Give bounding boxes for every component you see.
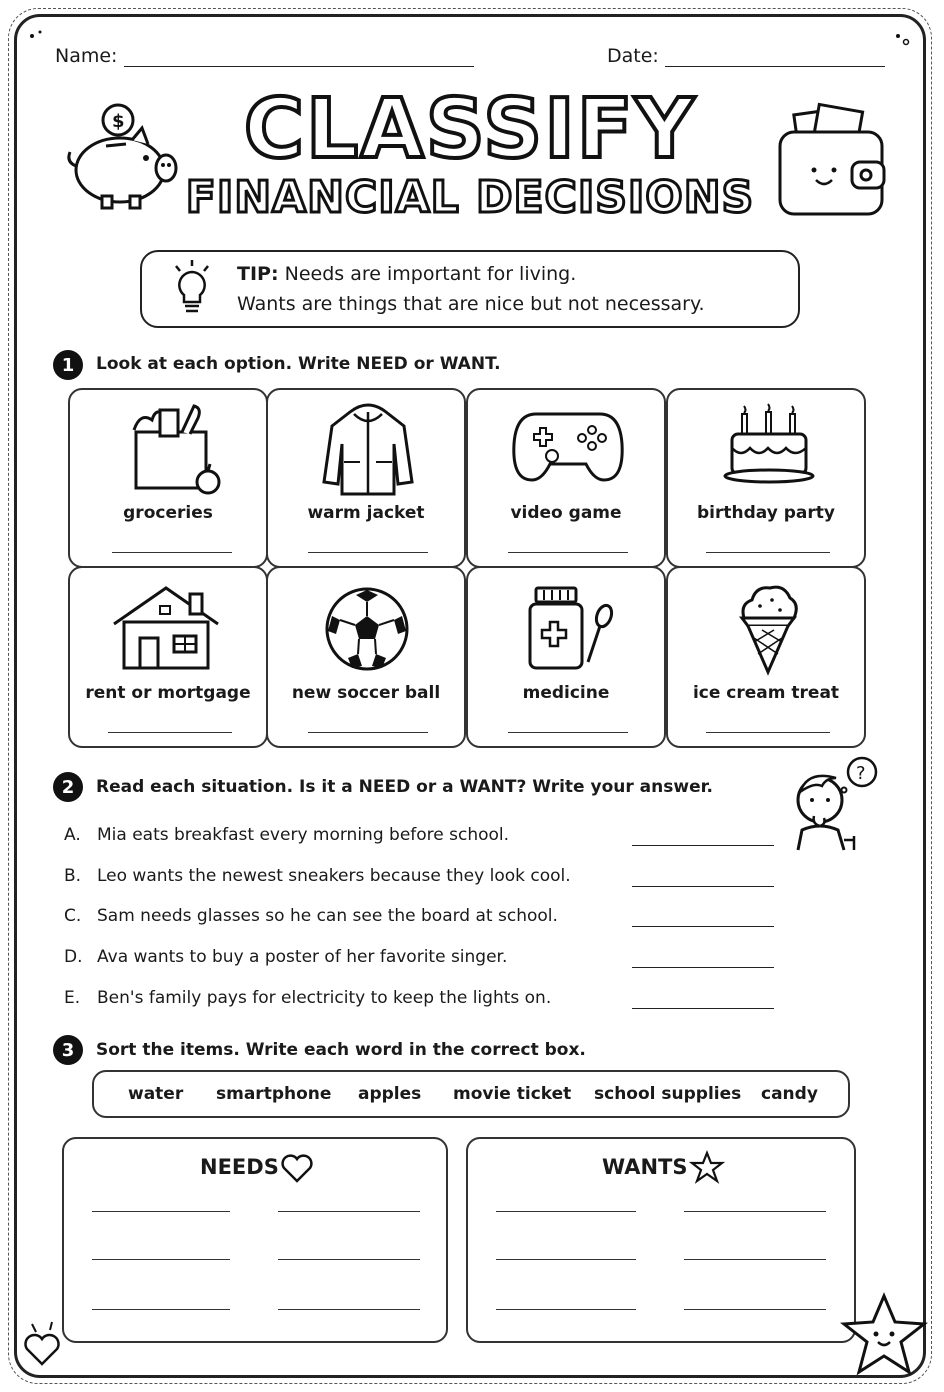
- answer-line-video-game[interactable]: [508, 552, 628, 553]
- wants-answer-line[interactable]: [496, 1211, 636, 1212]
- situation-answer-line-d[interactable]: [632, 967, 774, 968]
- needs-answer-line[interactable]: [278, 1259, 420, 1260]
- piggy-bank-icon: [62, 100, 182, 210]
- wants-answer-line[interactable]: [684, 1259, 826, 1260]
- item-label: video game: [510, 503, 622, 523]
- situation-answer-line-b[interactable]: [632, 886, 774, 887]
- wants-title: WANTS: [602, 1155, 688, 1179]
- wallet-icon: [776, 104, 888, 216]
- item-label: rent or mortgage: [85, 683, 251, 703]
- birthday-cake-icon: [724, 404, 814, 484]
- wants-answer-line[interactable]: [496, 1259, 636, 1260]
- lightbulb-icon: [170, 258, 214, 318]
- section1-number: 1: [53, 350, 83, 380]
- needs-title: NEEDS: [200, 1155, 279, 1179]
- section2-instruction: Read each situation. Is it a NEED or a WANT? Write your answer.: [96, 777, 714, 797]
- item-label: ice cream treat: [692, 683, 840, 703]
- situation-letter: B.: [64, 866, 82, 886]
- answer-line-medicine[interactable]: [508, 732, 628, 733]
- svg-text:$: $: [112, 111, 125, 132]
- item-card-medicine: [466, 566, 666, 748]
- situation-letter: E.: [64, 988, 81, 1008]
- item-card-birthday-party: [666, 388, 866, 568]
- item-label: new soccer ball: [291, 683, 441, 703]
- situation-letter: C.: [64, 906, 82, 926]
- title-line1: CLASSIFY: [243, 82, 697, 177]
- situation-text: Sam needs glasses so he can see the board at school.: [97, 906, 558, 926]
- jacket-icon: [320, 402, 416, 494]
- situation-answer-line-a[interactable]: [632, 845, 774, 846]
- situation-text: Ava wants to buy a poster of her favorite singer.: [97, 947, 508, 967]
- situation-letter: D.: [64, 947, 83, 967]
- needs-box: [62, 1137, 448, 1343]
- answer-line-birthday-party[interactable]: [706, 552, 830, 553]
- section3-number: 3: [53, 1035, 83, 1065]
- tip-label: TIP:: [237, 263, 279, 285]
- situation-text: Mia eats breakfast every morning before school.: [97, 825, 510, 845]
- name-label: Name:: [55, 45, 118, 67]
- situation-text: Leo wants the newest sneakers because they look cool.: [97, 866, 571, 886]
- star-icon: [690, 1151, 724, 1183]
- grocery-bag-icon: [126, 402, 226, 492]
- wants-box: [466, 1137, 856, 1343]
- section1-instruction: Look at each option. Write NEED or WANT.: [96, 354, 501, 374]
- item-label: groceries: [123, 503, 213, 523]
- section3-instruction: Sort the items. Write each word in the correct box.: [96, 1040, 586, 1060]
- needs-answer-line[interactable]: [92, 1211, 230, 1212]
- heart-icon: [280, 1153, 314, 1183]
- needs-answer-line[interactable]: [278, 1309, 420, 1310]
- item-label: medicine: [522, 683, 610, 703]
- thinking-bubble-text: ?: [856, 763, 866, 784]
- thinking-kid-icon: [792, 756, 882, 856]
- situation-letter: A.: [64, 825, 81, 845]
- item-card-warm-jacket: [266, 388, 466, 568]
- medicine-bottle-icon: [526, 586, 616, 672]
- answer-line-new-soccer-ball[interactable]: [308, 732, 428, 733]
- game-controller-icon: [512, 408, 624, 488]
- answer-line-warm-jacket[interactable]: [308, 552, 428, 553]
- answer-line-rent-or-mortgage[interactable]: [108, 732, 232, 733]
- house-icon: [110, 584, 220, 672]
- section2-number: 2: [53, 772, 83, 802]
- name-field[interactable]: [124, 66, 474, 67]
- corner-sparkle-icon: [890, 30, 912, 52]
- situation-answer-line-e[interactable]: [632, 1008, 774, 1009]
- item-label: warm jacket: [307, 503, 425, 523]
- tip-line2: Wants are things that are nice but not necessary.: [237, 293, 705, 315]
- wants-answer-line[interactable]: [684, 1211, 826, 1212]
- wants-answer-line[interactable]: [684, 1309, 826, 1310]
- word-bank-item: school supplies: [594, 1084, 742, 1104]
- word-bank-item: smartphone: [216, 1084, 332, 1104]
- needs-answer-line[interactable]: [92, 1259, 230, 1260]
- date-label: Date:: [607, 45, 659, 67]
- item-label: birthday party: [697, 503, 835, 523]
- word-bank-item: water: [128, 1084, 184, 1104]
- title-line2: FINANCIAL DECISIONS: [185, 172, 755, 223]
- item-card-ice-cream-treat: [666, 566, 866, 748]
- item-card-video-game: [466, 388, 666, 568]
- soccer-ball-icon: [324, 586, 410, 672]
- situation-text: Ben's family pays for electricity to keep the lights on.: [97, 988, 552, 1008]
- item-card-groceries: [68, 388, 268, 568]
- ice-cream-icon: [736, 584, 800, 676]
- needs-answer-line[interactable]: [92, 1309, 230, 1310]
- date-field[interactable]: [665, 66, 885, 67]
- corner-sparkle-icon: [26, 28, 46, 48]
- word-bank-item: movie ticket: [453, 1084, 572, 1104]
- wants-answer-line[interactable]: [496, 1309, 636, 1310]
- smiling-star-icon: [838, 1290, 930, 1378]
- tip-line1: Needs are important for living.: [284, 263, 577, 285]
- word-bank-item: candy: [761, 1084, 818, 1104]
- situation-answer-line-c[interactable]: [632, 926, 774, 927]
- needs-answer-line[interactable]: [278, 1211, 420, 1212]
- item-card-rent-or-mortgage: [68, 566, 268, 748]
- answer-line-groceries[interactable]: [112, 552, 232, 553]
- corner-heart-icon: [22, 1318, 68, 1368]
- item-card-new-soccer-ball: [266, 566, 466, 748]
- answer-line-ice-cream-treat[interactable]: [706, 732, 830, 733]
- word-bank-item: apples: [358, 1084, 422, 1104]
